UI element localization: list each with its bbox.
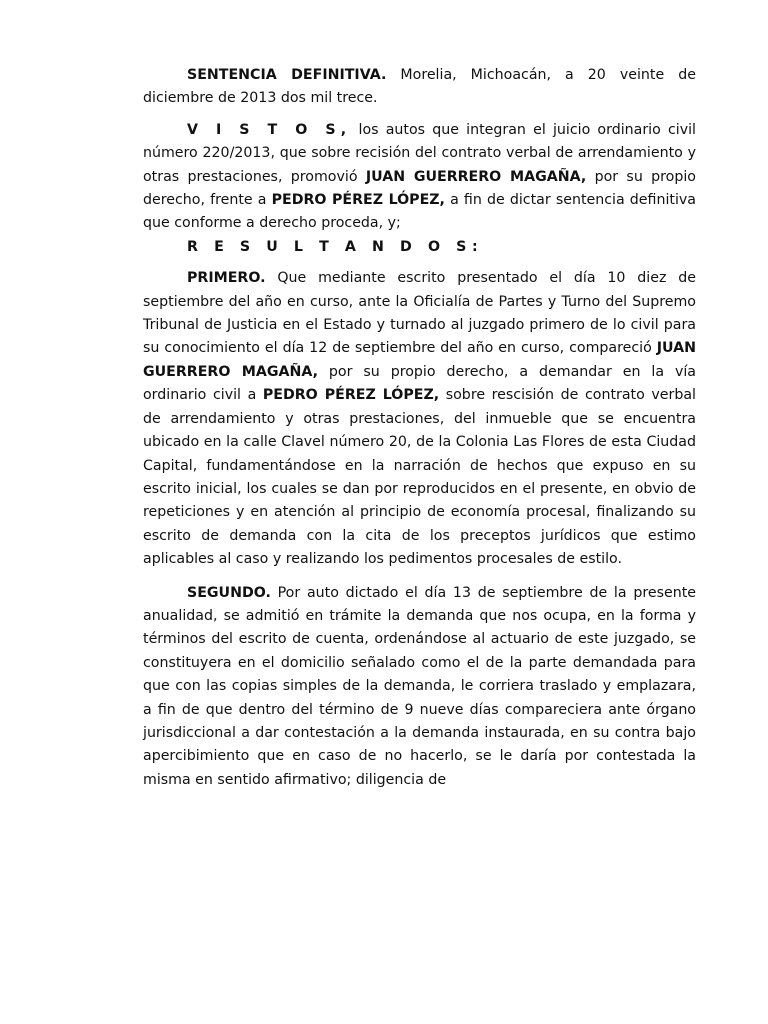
sentencia-text: Morelia, Michoacán, a 20 veinte de diciembre de 2013 dos mil trece.: [143, 67, 696, 107]
paragraph-vistos: [143, 119, 696, 236]
defendant-name: PEDRO PÉREZ LÓPEZ,: [271, 192, 445, 209]
segundo-text: Por auto dictado el día 13 de septiembre de la presente anualidad, se admitió en trámite la demanda que nos ocupa, en la forma y términos del escrito de cuenta, ordenándose al actuario de este juzgado, se constituyera en el domicilio señalado como el de la parte demandada para que con las copias simples de la demanda, le corriera traslado y emplazara, a fin de que dentro del término de 9 nueve días compareciera ante órgano jurisdiccional a dar contestación a la demanda instaurada, en su contra bajo apercibimiento que en caso de no hacerlo, se le daría por contestada la misma en sentido afirmativo; diligencia de: [143, 584, 696, 788]
primero-text-3: sobre rescisión de contrato verbal de arrendamiento y otras prestaciones, del inmueble que se encuentra ubicado en la calle Clavel número 20, de la Colonia Las Flores de esta Ciudad Capital, fundamentándose en la narración de hechos que expuso en su escrito inicial, los cuales se dan por reproducidos en el presente, en obvio de repeticiones y en atención al principio de economía procesal, finalizando su escrito de demanda con la cita de los preceptos jurídicos que estimo aplicables al caso y realizando los pedimentos procesales de estilo.: [143, 387, 696, 568]
primero-lead: PRIMERO.: [187, 270, 266, 287]
paragraph-primero: [143, 267, 696, 571]
plaintiff-name: JUAN GUERRERO MAGAÑA,: [365, 168, 587, 185]
primero-text-2: por su propio derecho, a demandar en la vía ordinario civil a: [143, 363, 696, 404]
resultandos-heading: R E S U L T A N D O S:: [187, 238, 484, 255]
paragraph-segundo: [143, 582, 696, 793]
vistos-text-3: a fin de dictar sentencia definitiva que conforme a derecho proceda, y;: [143, 192, 696, 232]
sentencia-lead: SENTENCIA DEFINITIVA.: [187, 67, 387, 83]
paragraph-sentencia: [143, 64, 696, 111]
vistos-lead: V I S T O S,: [187, 121, 352, 138]
document-page: [143, 64, 696, 792]
primero-text-1: Que mediante escrito presentado el día 10 diez de septiembre del año en curso, ante la Oficialía de Partes y Turno del Supremo Tribunal de Justicia en el Estado y turnado al juzgado primero de lo civil para su conocimiento el día 12 de septiembre del año en curso, compareció: [143, 270, 696, 357]
vistos-text-1: los autos que integran el juicio ordinario civil número 220/2013, que sobre recisión del contrato verbal de arrendamiento y otras prestaciones, promovió: [143, 121, 696, 185]
primero-plaintiff-name: JUAN GUERRERO MAGAÑA,: [143, 340, 696, 380]
primero-defendant-name: PEDRO PÉREZ LÓPEZ,: [262, 387, 440, 404]
segundo-lead: SEGUNDO.: [187, 584, 271, 601]
vistos-text-2: por su propio derecho, frente a: [143, 168, 696, 209]
